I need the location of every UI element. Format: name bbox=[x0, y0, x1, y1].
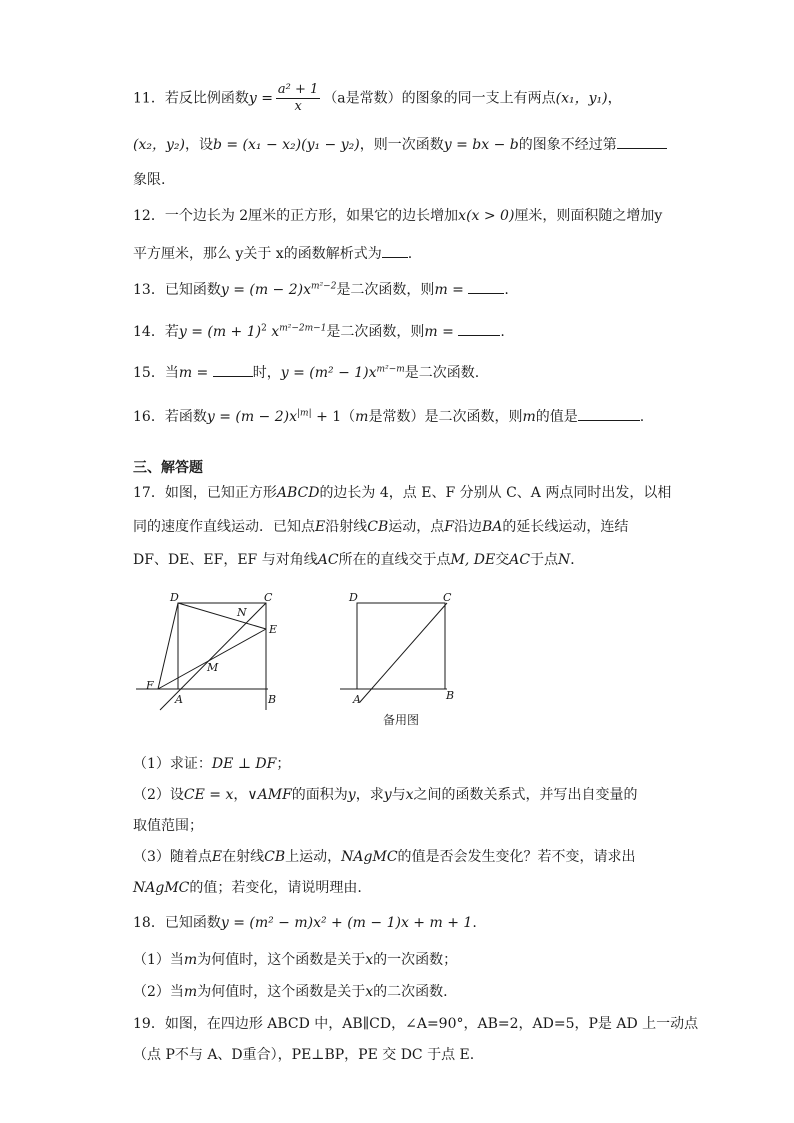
fig1-label-N: N bbox=[237, 606, 247, 619]
q18-line: 18．已知函数y = (m² − m)x² + (m − 1)x + m + 1. bbox=[133, 915, 477, 931]
q17-part1: （1）求证：DE ⊥ DF； bbox=[133, 756, 291, 772]
q13-answer-blank[interactable] bbox=[468, 279, 504, 294]
fig1-label-A: A bbox=[175, 693, 183, 706]
q17-part2-line2: 取值范围； bbox=[133, 818, 203, 834]
q17-figure-main bbox=[128, 585, 298, 715]
fig1-label-M: M bbox=[207, 661, 219, 674]
q18-part1: （1）当m为何值时，这个函数是关于x的一次函数； bbox=[133, 952, 458, 968]
fig1-label-C: C bbox=[264, 591, 273, 604]
q17-part3-line2: NAgMC的值；若变化，请说明理由. bbox=[133, 880, 362, 896]
q17-part3-line1: （3）随着点E在射线CB上运动，NAgMC的值是否会发生变化？若不变，请求出 bbox=[133, 849, 636, 865]
q19-line1: 19．如图，在四边形 ABCD 中，AB∥CD，∠A=90°，AB=2，AD=5，P是 AD 上一动点 bbox=[133, 1016, 699, 1032]
q11-answer-blank[interactable] bbox=[617, 134, 667, 149]
q17-line2: 同的速度作直线运动．已知点E沿射线CB运动，点F沿边BA的延长线运动，连结 bbox=[133, 519, 629, 535]
fig2-label-A: A bbox=[353, 693, 361, 706]
fig2-label-B: B bbox=[446, 689, 455, 702]
q18-part2: （2）当m为何值时，这个函数是关于x的二次函数. bbox=[133, 984, 448, 1000]
fig2-label-C: C bbox=[443, 591, 452, 604]
q17-figure-spare bbox=[340, 585, 470, 715]
spare-figure-caption: 备用图 bbox=[383, 713, 420, 727]
spare-square bbox=[357, 603, 445, 689]
q12-line1: 12．一个边长为 2厘米的正方形，如果它的边长增加x(x > 0)厘米，则面积随之增加y bbox=[133, 208, 663, 224]
q16-answer-blank[interactable] bbox=[578, 406, 640, 421]
q19-line2: （点 P不与 A、D重合），PE⊥BP，PE 交 DC 于点 E. bbox=[133, 1047, 475, 1063]
q11-line2: (x₂，y₂)，设b = (x₁ − x₂)(y₁ − y₂)，则一次函数y = bx − b的图象不经过第 bbox=[133, 134, 667, 155]
fig1-label-F: F bbox=[146, 679, 154, 692]
line-ef bbox=[158, 629, 266, 689]
fig1-label-B: B bbox=[268, 693, 277, 706]
q11-line3: 象限. bbox=[133, 172, 166, 188]
q13-line: 13．已知函数$y = (m - 2)x^{m^2-2}$是二次函数，则m = . bbox=[133, 279, 509, 300]
q17-part2-line1: （2）设CE = x，∨AMF的面积为y，求y与x之间的函数关系式，并写出自变量的 bbox=[133, 787, 638, 803]
q17-line3: DF、DE、EF，EF 与对角线AC所在的直线交于点M, DE交AC于点N． bbox=[133, 552, 585, 568]
fig2-label-D: D bbox=[349, 591, 358, 604]
q12-answer-blank[interactable] bbox=[382, 243, 408, 258]
fig1-label-E: E bbox=[269, 623, 278, 636]
q16-line: 16．若函数$y = (m - 2)x^{|m|} + 1(m$是常数）是二次函数，则m的值是 . bbox=[133, 406, 644, 427]
q14-answer-blank[interactable] bbox=[458, 321, 500, 336]
fig1-label-D: D bbox=[170, 591, 179, 604]
spare-diagonal bbox=[360, 603, 447, 702]
q12-line2: 平方厘米，那么 y关于 x的函数解析式为 . bbox=[133, 243, 412, 264]
q11-line1: 11．若反比例函数y = $\frac{\text{a² + 1}}{x}$ （a是常数）的图象的同一支上有两点(x₁，y₁)， bbox=[133, 82, 622, 114]
q14-line: 14．若$y = (m + 1)^2$ $x^{m^2-2m-1}$是二次函数，则m = . bbox=[133, 321, 505, 342]
q15-answer-blank[interactable] bbox=[213, 362, 253, 377]
q15-line: 15．当m = 时，$y = (m^2 - 1)x^{m^2-m}$是二次函数. bbox=[133, 362, 479, 383]
q11-fraction: $\frac{\text{a² + 1}}{x}$ bbox=[277, 82, 319, 114]
q17-line1: 17．如图，已知正方形ABCD的边长为 4，点 E、F 分别从 C、A 两点同时出发，以相 bbox=[133, 485, 672, 501]
section-heading: 三、解答题 bbox=[133, 460, 203, 476]
line-df bbox=[158, 603, 178, 689]
